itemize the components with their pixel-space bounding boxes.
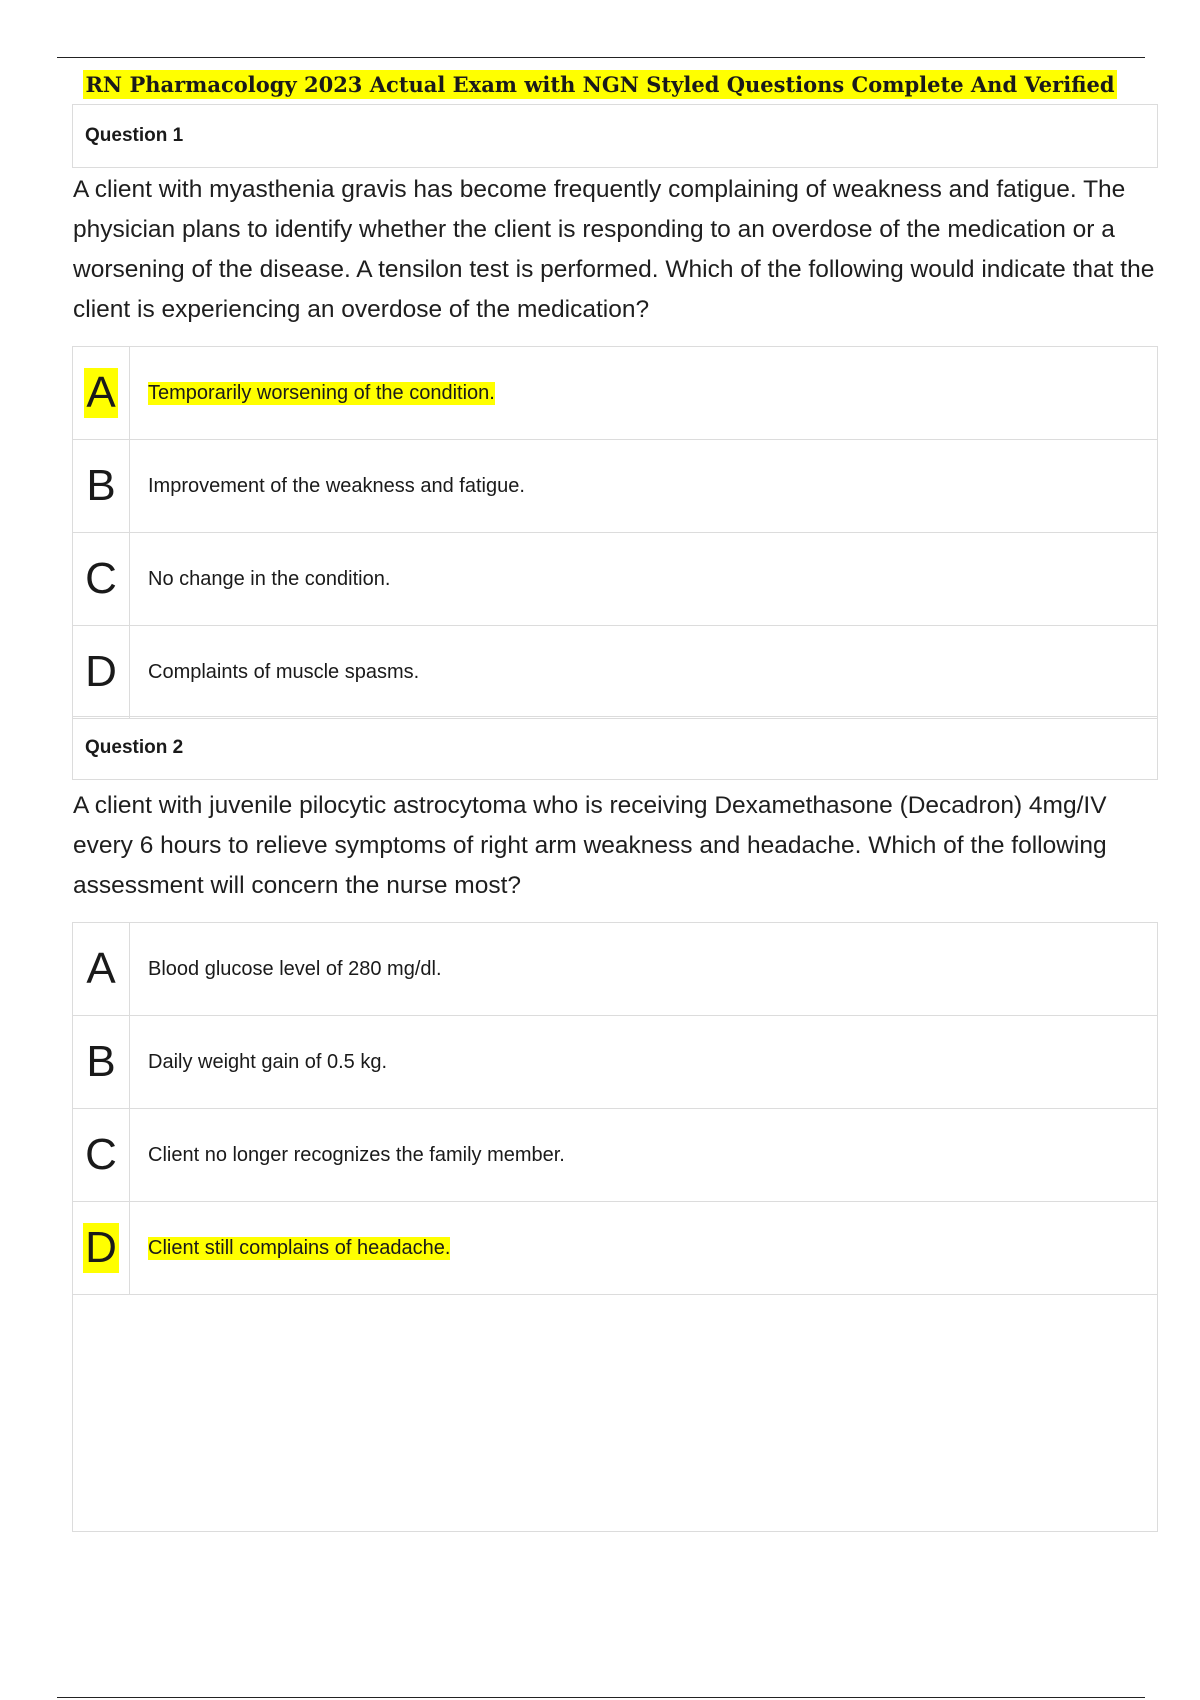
question-2-label: Question 2 bbox=[85, 737, 184, 758]
question-2-option-a[interactable] bbox=[73, 923, 1157, 1015]
question-2-options bbox=[72, 922, 1158, 1295]
option-text: No change in the condition. bbox=[148, 567, 391, 590]
top-rule bbox=[57, 57, 1145, 58]
question-2-option-c[interactable] bbox=[73, 1108, 1157, 1201]
question-1-option-d[interactable] bbox=[73, 625, 1157, 718]
option-text: Temporarily worsening of the condition. bbox=[148, 381, 495, 404]
question-1-text: A client with myasthenia gravis has become frequently complaining of weakness and fatigue. The physician plans to identify whether the client is responding to an overdose of the medication or a worsening of the disease. A tensilon test is performed. Which of the following would indicate that the client is experiencing an overdose of the medication? bbox=[73, 176, 1155, 323]
option-text: Client still complains of headache. bbox=[148, 1236, 451, 1259]
question-1-option-b[interactable] bbox=[73, 439, 1157, 532]
option-letter: D bbox=[85, 647, 117, 696]
option-letter: D bbox=[85, 1223, 117, 1272]
question-1-option-a[interactable] bbox=[73, 347, 1157, 439]
option-text: Improvement of the weakness and fatigue. bbox=[148, 474, 525, 497]
option-letter: B bbox=[86, 1037, 116, 1086]
option-letter: A bbox=[86, 368, 116, 417]
option-text: Complaints of muscle spasms. bbox=[148, 660, 420, 683]
empty-answer-box bbox=[72, 1294, 1158, 1532]
question-2-option-b[interactable] bbox=[73, 1015, 1157, 1108]
option-letter: C bbox=[85, 1130, 117, 1179]
option-letter: C bbox=[85, 554, 117, 603]
question-1-option-c[interactable] bbox=[73, 532, 1157, 625]
bottom-rule bbox=[57, 1697, 1145, 1698]
option-text: Client no longer recognizes the family member. bbox=[148, 1143, 565, 1166]
question-1-options bbox=[72, 346, 1158, 719]
option-text: Blood glucose level of 280 mg/dl. bbox=[148, 957, 442, 980]
option-letter: B bbox=[86, 461, 116, 510]
question-2-header bbox=[72, 716, 1158, 780]
option-letter: A bbox=[86, 944, 116, 993]
question-1-label: Question 1 bbox=[85, 125, 184, 146]
question-2-text: A client with juvenile pilocytic astrocytoma who is receiving Dexamethasone (Decadron) 4mg/IV every 6 hours to relieve symptoms of right arm weakness and headache. Which of the following assessment will concern the nurse most? bbox=[73, 792, 1107, 899]
question-1-header bbox=[72, 104, 1158, 168]
document-title: RN Pharmacology 2023 Actual Exam with NGN Styled Questions Complete And Verified bbox=[85, 72, 1115, 97]
question-2-option-d[interactable] bbox=[73, 1201, 1157, 1294]
option-text: Daily weight gain of 0.5 kg. bbox=[148, 1050, 388, 1073]
